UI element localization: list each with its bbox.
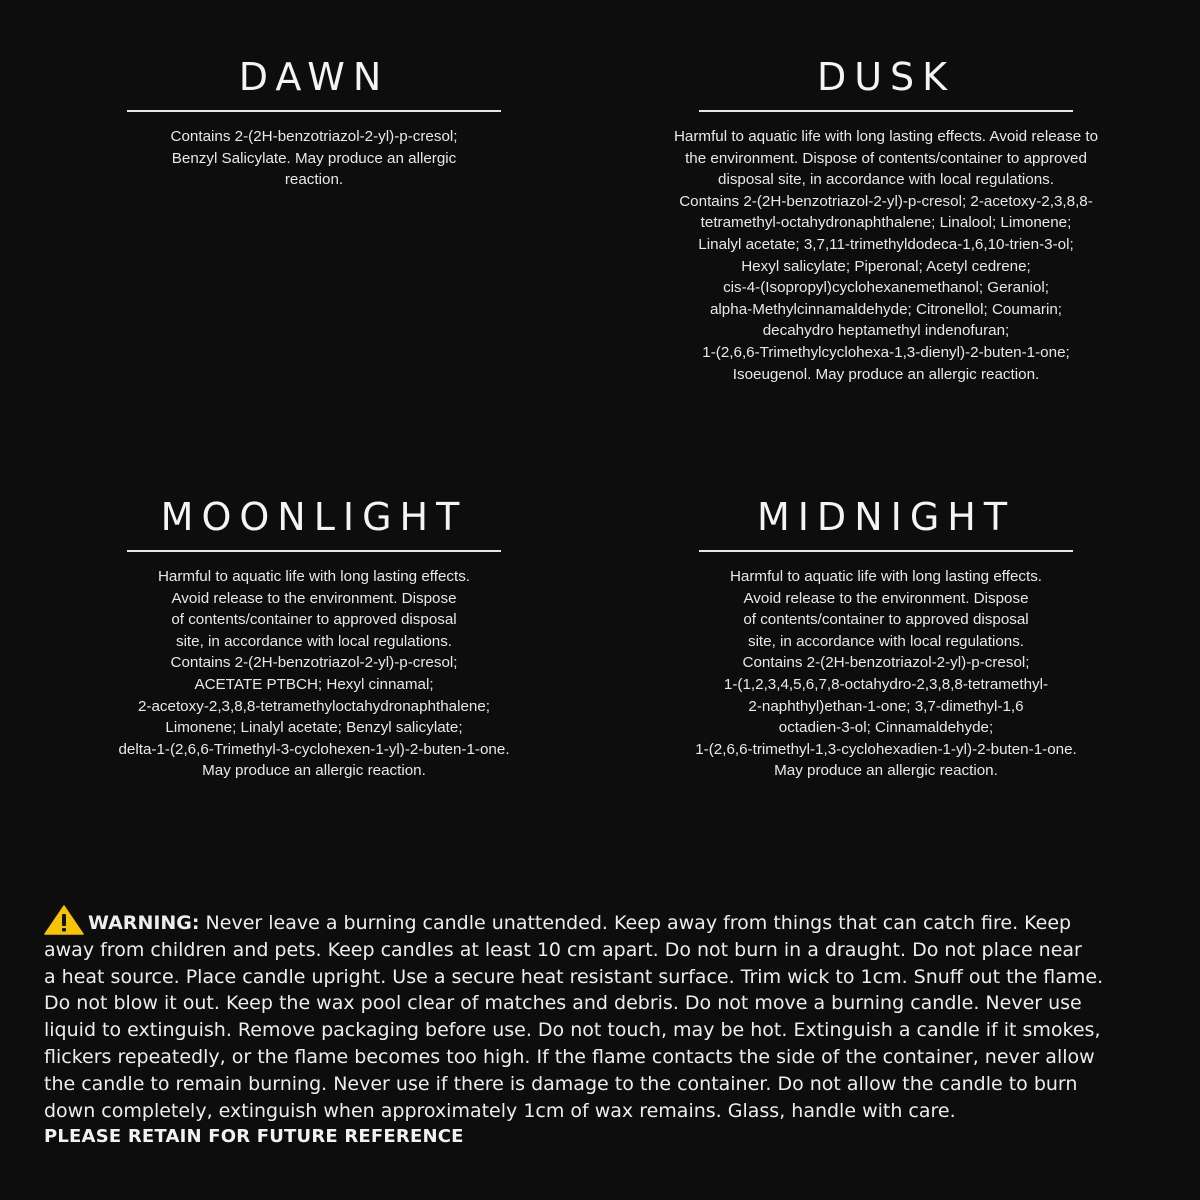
text-line: Contains 2-(2H-benzotriazol-2-yl)-p-cresol; 2-acetoxy-2,3,8,8- [679,192,1093,210]
text-line: a heat source. Place candle upright. Use a secure heat resistant surface. Trim wick to 1cm. Snuff out the flame. [44,965,1104,988]
text-line: of contents/container to approved disposal [171,611,457,629]
text-line: Avoid release to the environment. Dispose [171,589,457,607]
text-line: Linalyl acetate; 3,7,11-trimethyldodeca-1,6,10-trien-3-ol; [698,235,1074,253]
title-wrap [606,55,1166,110]
text-line: ACETATE PTBCH; Hexyl cinnamal; [194,675,434,693]
text-line: Contains 2-(2H-benzotriazol-2-yl)-p-cresol; [170,654,458,672]
text-line: alpha-Methylcinnamaldehyde; Citronellol; Coumarin; [709,300,1063,318]
text-line: 1-(2,6,6-Trimethylcyclohexa-1,3-dienyl)-2-buten-1-one; [702,343,1070,361]
warning-triangle-icon [44,905,84,935]
panel-dusk [606,55,1166,385]
text-line: May produce an allergic reaction. [202,762,426,780]
retain-notice: PLEASE RETAIN FOR FUTURE REFERENCE [44,1126,464,1147]
text-line: away from children and pets. Keep candles at least 10 cm apart. Do not burn in a draught. Do not place near [44,938,1082,961]
title-divider [699,110,1073,112]
text-line: down completely, extinguish when approximately 1cm of wax remains. Glass, handle with care. [44,1099,956,1122]
text-line: delta-1-(2,6,6-Trimethyl-3-cyclohexen-1-yl)-2-buten-1-one. [118,740,510,758]
text-line: 2-naphthyl)ethan-1-one; 3,7-dimethyl-1,6 [748,697,1024,715]
title-divider [699,550,1073,552]
text-line: cis-4-(Isopropyl)cyclohexanemethanol; Geraniol; [723,279,1049,297]
panel-title-dawn: DAWN [238,55,390,99]
text-line: of contents/container to approved disposal [743,611,1029,629]
text-line: Contains 2-(2H-benzotriazol-2-yl)-p-cresol; [742,654,1030,672]
panel-body-dawn [34,126,594,191]
text-line: octadien-3-ol; Cinnamaldehyde; [778,719,994,737]
title-divider [127,550,501,552]
text-line: disposal site, in accordance with local regulations. [718,171,1054,189]
text-line: May produce an allergic reaction. [774,762,998,780]
text-line: Avoid release to the environment. Dispose [743,589,1029,607]
text-line: Benzyl Salicylate. May produce an allergic [171,149,457,167]
text-line: site, in accordance with local regulations. [747,632,1025,650]
text-line: Harmful to aquatic life with long lasting effects. [157,568,471,585]
title-wrap [34,495,594,550]
text-line: 2-acetoxy-2,3,8,8-tetramethyloctahydronaphthalene; [137,697,491,715]
text-line: 1-(1,2,3,4,5,6,7,8-octahydro-2,3,8,8-tetramethyl- [723,675,1049,693]
text-line: Contains 2-(2H-benzotriazol-2-yl)-p-cresol; [170,128,458,145]
panel-title-moonlight: MOONLIGHT [160,495,468,539]
text-line: Do not blow it out. Keep the wax pool clear of matches and debris. Do not move a burning candle. Never use [44,992,1082,1015]
panel-title-dusk: DUSK [816,55,956,99]
panel-body-dusk [606,126,1166,385]
text-line: decahydro heptamethyl indenofuran; [762,322,1010,340]
text-line: site, in accordance with local regulations. [175,632,453,650]
text-line: tetramethyl-octahydronaphthalene; Linalool; Limonene; [700,214,1072,232]
text-line: the environment. Dispose of contents/container to approved [685,149,1087,167]
warning-lines [44,937,1164,1125]
panel-body-midnight [606,566,1166,782]
warning-first-line [44,905,1164,937]
panel-midnight [606,495,1166,782]
text-line: Hexyl salicylate; Piperonal; Acetyl cedrene; [741,257,1031,275]
text-line: Isoeugenol. May produce an allergic reaction. [732,365,1040,383]
text-line: 1-(2,6,6-trimethyl-1,3-cyclohexadien-1-yl)-2-buten-1-one. [695,740,1077,758]
panel-dawn [34,55,594,191]
warning-text: Never leave a burning candle unattended. Keep away from things that can catch fire. Keep [199,912,1072,934]
text-line: liquid to extinguish. Remove packaging before use. Do not touch, may be hot. Extinguish a candle if it smokes, [44,1019,1101,1042]
text-line: Harmful to aquatic life with long lasting effects. [729,568,1043,585]
text-line: reaction. [284,171,344,189]
title-wrap [34,55,594,110]
title-divider [127,110,501,112]
text-line: flickers repeatedly, or the flame becomes too high. If the flame contacts the side of the container, never allow [44,1045,1095,1068]
warning-label: WARNING: [88,912,200,934]
text-line: Limonene; Linalyl acetate; Benzyl salicylate; [165,719,463,737]
text-line: the candle to remain burning. Never use if there is damage to the container. Do not allow the candle to burn [44,1072,1078,1095]
warning-block [44,905,1164,1124]
title-wrap [606,495,1166,550]
panel-moonlight [34,495,594,782]
panel-body-moonlight [34,566,594,782]
panel-title-midnight: MIDNIGHT [756,495,1016,539]
text-line: Harmful to aquatic life with long lasting effects. Avoid release to [673,128,1099,145]
